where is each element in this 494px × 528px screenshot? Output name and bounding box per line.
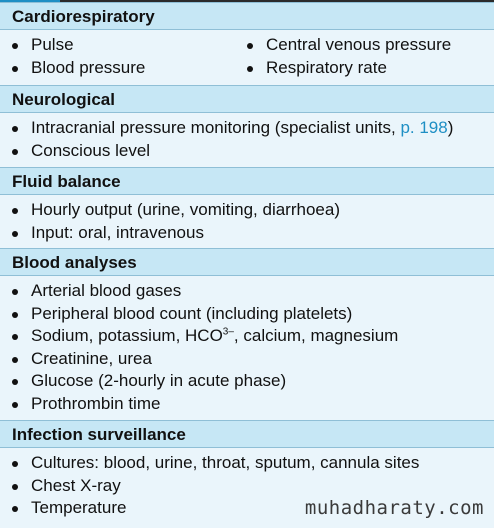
section-body	[0, 276, 494, 421]
list-item	[0, 370, 494, 393]
bullet-icon	[12, 461, 18, 467]
column-left	[0, 34, 235, 79]
bullet-icon	[12, 43, 18, 49]
bullet-icon	[12, 484, 18, 490]
bullet-icon	[12, 334, 18, 340]
section-body	[0, 195, 494, 250]
bullet-icon	[12, 149, 18, 155]
list-item	[0, 199, 494, 222]
item-text: Pulse	[31, 35, 74, 54]
list-item	[0, 117, 494, 140]
item-text: Central venous pressure	[266, 35, 452, 54]
item-text: Sodium, potassium, HCO	[31, 326, 223, 345]
list-item	[0, 222, 494, 245]
bullet-icon	[247, 66, 253, 72]
column-right	[235, 34, 485, 79]
item-text: Intracranial pressure monitoring (specialist units,	[31, 118, 401, 137]
item-text: Glucose (2-hourly in acute phase)	[31, 371, 287, 390]
list-item	[235, 57, 485, 80]
section-heading: Blood analyses	[0, 248, 494, 276]
section-fluid-balance	[0, 167, 494, 250]
bullet-icon	[12, 379, 18, 385]
item-text: Respiratory rate	[266, 57, 387, 77]
item-text-post: , calcium, magnesium	[233, 326, 399, 345]
list-item	[0, 393, 494, 416]
section-heading: Neurological	[0, 85, 494, 113]
item-text: Prothrombin time	[31, 393, 161, 413]
bullet-icon	[12, 289, 18, 295]
section-body	[0, 113, 494, 168]
list-item	[0, 452, 494, 475]
list-item	[0, 140, 494, 163]
item-text: Temperature	[31, 498, 127, 517]
section-heading: Fluid balance	[0, 167, 494, 195]
bullet-icon	[247, 43, 253, 49]
list-item	[0, 57, 235, 80]
list-item	[0, 34, 235, 57]
item-text: Creatinine, urea	[31, 348, 152, 368]
list-item	[235, 34, 485, 57]
bullet-icon	[12, 126, 18, 132]
list-item	[0, 303, 494, 326]
section-heading: Infection surveillance	[0, 420, 494, 448]
item-text: Peripheral blood count (including platelets)	[31, 303, 353, 323]
list-item	[0, 280, 494, 303]
section-body	[0, 30, 494, 85]
list-item	[0, 325, 494, 348]
section-neurological	[0, 85, 494, 168]
item-text: Cultures: blood, urine, throat, sputum, cannula sites	[31, 453, 420, 472]
bullet-icon	[12, 357, 18, 363]
item-text: Conscious level	[31, 140, 151, 160]
item-text: Hourly output (urine, vomiting, diarrhoea)	[31, 200, 340, 219]
section-heading: Cardiorespiratory	[0, 2, 494, 30]
list-item	[0, 475, 494, 498]
bullet-icon	[12, 208, 18, 214]
watermark: muhadharaty.com	[304, 497, 484, 519]
item-text: Input: oral, intravenous	[31, 222, 204, 242]
item-text: Blood pressure	[31, 57, 146, 77]
bullet-icon	[12, 402, 18, 408]
list-item	[0, 348, 494, 371]
superscript: 3–	[222, 326, 234, 338]
bullet-icon	[12, 66, 18, 72]
bullet-icon	[12, 312, 18, 318]
bullet-icon	[12, 231, 18, 237]
section-blood-analyses	[0, 248, 494, 421]
section-cardiorespiratory	[0, 2, 494, 85]
bullet-icon	[12, 506, 18, 512]
item-text-close: )	[447, 118, 454, 137]
page-reference-link[interactable]: p. 198	[400, 118, 448, 137]
item-text: Chest X-ray	[31, 475, 121, 495]
item-text: Arterial blood gases	[31, 281, 182, 300]
